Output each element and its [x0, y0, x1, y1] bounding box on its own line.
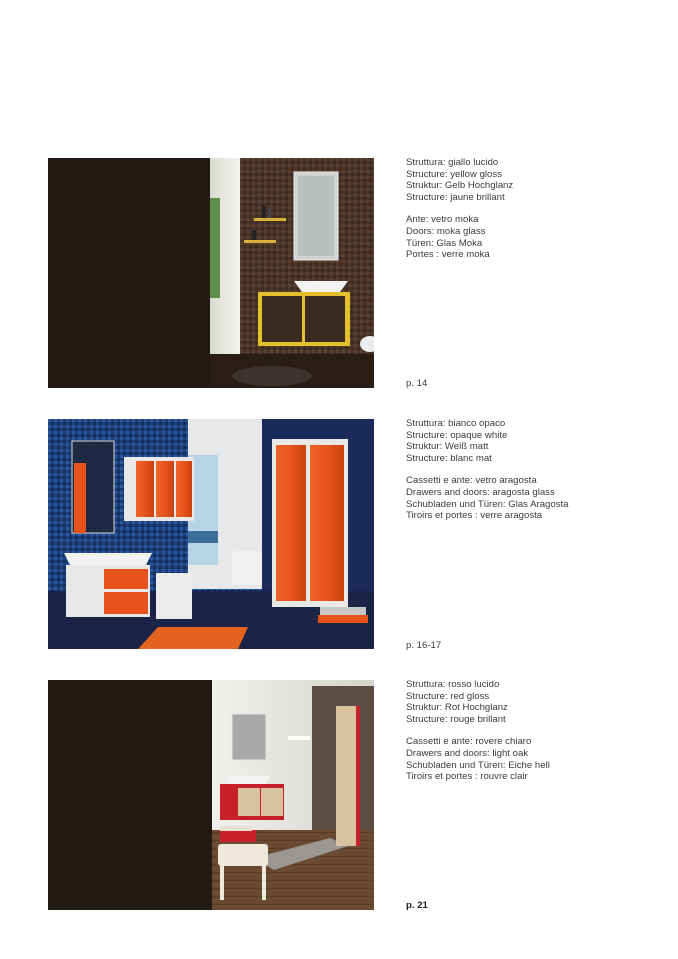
- product-image-1: [48, 158, 374, 388]
- fronts-line: Drawers and doors: light oak: [406, 747, 529, 759]
- fronts-line: Tiroirs et portes : verre aragosta: [406, 510, 543, 522]
- fronts-line: Portes : verre moka: [406, 249, 490, 261]
- spec-text-3: [406, 679, 666, 783]
- bathroom-photo: [212, 680, 374, 910]
- structure-line: Struttura: rosso lucido: [406, 679, 500, 690]
- structure-line: Struktur: Weiß matt: [406, 441, 489, 453]
- product-image-2: [48, 419, 374, 649]
- fronts-line: Drawers and doors: aragosta glass: [406, 486, 555, 498]
- fronts-line: Tiroirs et portes : rouvre clair: [406, 771, 528, 783]
- page-reference: p. 21: [406, 900, 428, 911]
- fronts-line: Türen: Glas Moka: [406, 237, 483, 249]
- structure-line: Struttura: bianco opaco: [406, 418, 506, 429]
- page-reference: p. 16-17: [406, 640, 442, 651]
- fronts-line: Cassetti e ante: rovere chiaro: [406, 736, 532, 748]
- fronts-line: Doors: moka glass: [406, 225, 486, 237]
- structure-line: Structure: rouge brillant: [406, 713, 506, 725]
- structure-line: Struktur: Gelb Hochglanz: [406, 180, 514, 192]
- color-swatch: [48, 680, 212, 910]
- color-swatch: [48, 158, 210, 388]
- structure-line: Structure: opaque white: [406, 429, 508, 441]
- structure-line: Struttura: giallo lucido: [406, 157, 499, 168]
- page-reference: p. 14: [406, 378, 428, 389]
- bathroom-photo: [210, 158, 374, 388]
- structure-line: Structure: blanc mat: [406, 452, 492, 464]
- fronts-line: Schubladen und Türen: Glas Aragosta: [406, 498, 569, 510]
- structure-line: Structure: yellow gloss: [406, 168, 502, 180]
- fronts-line: Ante: vetro moka: [406, 214, 479, 226]
- product-image-3: [48, 680, 374, 910]
- fronts-line: Cassetti e ante: vetro aragosta: [406, 475, 537, 487]
- structure-line: Structure: red gloss: [406, 690, 490, 702]
- structure-line: Structure: jaune brillant: [406, 191, 505, 203]
- bathroom-photo: [48, 419, 374, 649]
- fronts-line: Schubladen und Türen: Eiche hell: [406, 759, 550, 771]
- spec-text-2: [406, 418, 666, 522]
- spec-text-1: [406, 157, 666, 261]
- structure-line: Struktur: Rot Hochglanz: [406, 702, 508, 714]
